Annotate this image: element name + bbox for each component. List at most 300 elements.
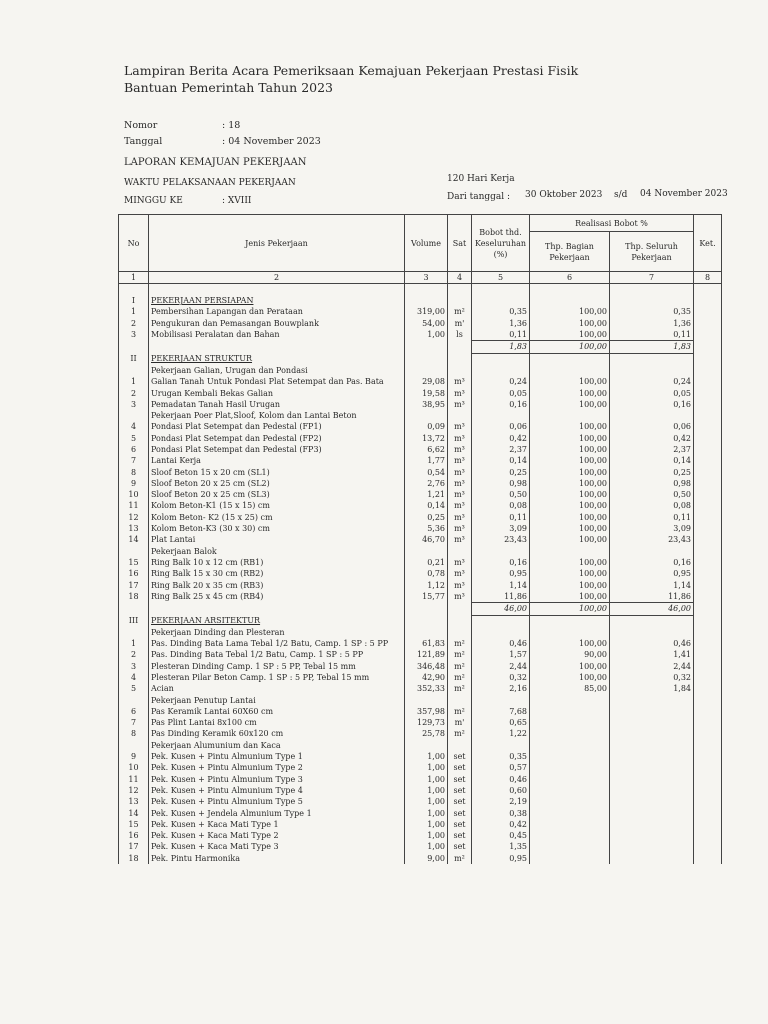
bobot-value: 0,45 xyxy=(472,830,530,841)
bobot-value: 0,42 xyxy=(472,433,530,444)
thp-seluruh-value xyxy=(610,284,694,296)
unit-value: m³ xyxy=(448,489,472,500)
thp-bagian-value: 100,00 xyxy=(530,399,610,410)
keterangan-cell xyxy=(694,433,722,444)
volume-value: 1,00 xyxy=(405,762,448,773)
bobot-value: 23,43 xyxy=(472,535,530,546)
volume-value: 121,89 xyxy=(405,650,448,661)
table-row xyxy=(119,444,722,455)
row-number xyxy=(119,603,149,615)
thp-seluruh-value xyxy=(610,546,694,557)
volume-value xyxy=(405,410,448,421)
unit-value xyxy=(448,603,472,615)
job-name: Pembersihan Lapangan dan Perataan xyxy=(149,307,405,318)
thp-seluruh-value: 2,44 xyxy=(610,661,694,672)
job-name: PEKERJAAN STRUKTUR xyxy=(149,353,405,365)
table-row xyxy=(119,535,722,546)
keterangan-cell xyxy=(694,627,722,638)
keterangan-cell xyxy=(694,819,722,830)
bobot-value: 0,35 xyxy=(472,307,530,318)
job-name: Pas Dinding Keramik 60x120 cm xyxy=(149,729,405,740)
volume-value xyxy=(405,546,448,557)
unit-value: m' xyxy=(448,318,472,329)
thp-seluruh-value: 0,32 xyxy=(610,672,694,683)
thp-bagian-value: 100,00 xyxy=(530,467,610,478)
bobot-value: 3,09 xyxy=(472,523,530,534)
sd-label: s/d xyxy=(614,190,628,200)
volume-value: 25,78 xyxy=(405,729,448,740)
thp-bagian-value: 100,00 xyxy=(530,341,610,353)
thp-seluruh-value xyxy=(610,808,694,819)
volume-value xyxy=(405,615,448,627)
row-number: I xyxy=(119,295,149,306)
thp-seluruh-value: 1,83 xyxy=(610,341,694,353)
subsection-row xyxy=(119,627,722,638)
row-number: 12 xyxy=(119,512,149,523)
table-row xyxy=(119,422,722,433)
unit-value xyxy=(448,615,472,627)
thp-bagian-value xyxy=(530,796,610,807)
unit-value: set xyxy=(448,830,472,841)
header-realisasi: Realisasi Bobot % xyxy=(530,215,694,232)
unit-value xyxy=(448,284,472,296)
keterangan-cell xyxy=(694,467,722,478)
column-index: 1 xyxy=(119,272,149,284)
keterangan-cell xyxy=(694,307,722,318)
thp-seluruh-value: 0,16 xyxy=(610,399,694,410)
thp-seluruh-value: 1,36 xyxy=(610,318,694,329)
row-number: III xyxy=(119,615,149,627)
unit-value: m³ xyxy=(448,580,472,591)
thp-seluruh-value xyxy=(610,410,694,421)
thp-seluruh-value xyxy=(610,695,694,706)
table-row xyxy=(119,717,722,728)
keterangan-cell xyxy=(694,455,722,466)
unit-value xyxy=(448,365,472,376)
row-number: 10 xyxy=(119,489,149,500)
unit-value: m² xyxy=(448,706,472,717)
keterangan-cell xyxy=(694,580,722,591)
dari-label: Dari tanggal : xyxy=(447,192,511,202)
keterangan-cell xyxy=(694,661,722,672)
unit-value: m³ xyxy=(448,523,472,534)
table-row xyxy=(119,762,722,773)
keterangan-cell xyxy=(694,341,722,353)
row-number: 8 xyxy=(119,467,149,478)
unit-value: m² xyxy=(448,650,472,661)
thp-bagian-value: 100,00 xyxy=(530,388,610,399)
bobot-value: 0,98 xyxy=(472,478,530,489)
volume-value: 2,76 xyxy=(405,478,448,489)
row-number: 16 xyxy=(119,830,149,841)
header-satuan: Sat xyxy=(448,215,472,272)
sd-value: 04 November 2023 xyxy=(640,189,728,199)
thp-seluruh-value: 2,37 xyxy=(610,444,694,455)
volume-value xyxy=(405,341,448,353)
keterangan-cell xyxy=(694,706,722,717)
thp-seluruh-value xyxy=(610,842,694,853)
keterangan-cell xyxy=(694,808,722,819)
row-number: 16 xyxy=(119,568,149,579)
volume-value: 1,00 xyxy=(405,819,448,830)
volume-value: 1,00 xyxy=(405,785,448,796)
row-number xyxy=(119,284,149,296)
thp-bagian-value: 100,00 xyxy=(530,307,610,318)
keterangan-cell xyxy=(694,695,722,706)
row-number: 2 xyxy=(119,650,149,661)
row-number: 1 xyxy=(119,376,149,387)
bobot-value xyxy=(472,627,530,638)
unit-value: m³ xyxy=(448,591,472,603)
table-row xyxy=(119,683,722,694)
job-name: Pondasi Plat Setempat dan Pedestal (FP1) xyxy=(149,422,405,433)
bobot-value: 0,60 xyxy=(472,785,530,796)
thp-seluruh-value: 0,98 xyxy=(610,478,694,489)
row-number: 5 xyxy=(119,683,149,694)
keterangan-cell xyxy=(694,365,722,376)
spacer-row xyxy=(119,284,722,296)
keterangan-cell xyxy=(694,388,722,399)
thp-bagian-value: 100,00 xyxy=(530,523,610,534)
unit-value xyxy=(448,295,472,306)
row-number xyxy=(119,695,149,706)
bobot-value: 1,14 xyxy=(472,580,530,591)
row-number: 4 xyxy=(119,672,149,683)
unit-value: m³ xyxy=(448,568,472,579)
thp-seluruh-value xyxy=(610,353,694,365)
thp-bagian-value: 100,00 xyxy=(530,535,610,546)
volume-value: 1,00 xyxy=(405,830,448,841)
header-keterangan: Ket. xyxy=(694,215,722,272)
job-name: Pas Plint Lantai 8x100 cm xyxy=(149,717,405,728)
job-name: Pekerjaan Penutup Lantai xyxy=(149,695,405,706)
job-name: Pas Keramik Lantai 60X60 cm xyxy=(149,706,405,717)
bobot-value: 1,57 xyxy=(472,650,530,661)
volume-value: 1,00 xyxy=(405,842,448,853)
subtotal-row xyxy=(119,341,722,353)
volume-value: 1,00 xyxy=(405,808,448,819)
job-name: Urugan Kembali Bekas Galian xyxy=(149,388,405,399)
thp-seluruh-value: 0,95 xyxy=(610,568,694,579)
dari-value: 30 Oktober 2023 xyxy=(525,190,603,200)
thp-seluruh-value: 23,43 xyxy=(610,535,694,546)
thp-seluruh-value: 1,41 xyxy=(610,650,694,661)
unit-value: m³ xyxy=(448,512,472,523)
unit-value: m³ xyxy=(448,535,472,546)
job-name: Plat Lantai xyxy=(149,535,405,546)
row-number: 15 xyxy=(119,819,149,830)
volume-value: 1,21 xyxy=(405,489,448,500)
volume-value: 38,95 xyxy=(405,399,448,410)
table-row xyxy=(119,751,722,762)
subsection-row xyxy=(119,695,722,706)
thp-bagian-value xyxy=(530,365,610,376)
row-number: 6 xyxy=(119,706,149,717)
table-row xyxy=(119,830,722,841)
document-title-line-2: Bantuan Pemerintah Tahun 2023 xyxy=(124,80,334,95)
row-number: 15 xyxy=(119,557,149,568)
column-index: 6 xyxy=(530,272,610,284)
row-number: 3 xyxy=(119,399,149,410)
table-row xyxy=(119,819,722,830)
thp-seluruh-value: 0,11 xyxy=(610,329,694,341)
unit-value: m³ xyxy=(448,478,472,489)
thp-bagian-value: 100,00 xyxy=(530,478,610,489)
thp-bagian-value xyxy=(530,785,610,796)
row-number: 6 xyxy=(119,444,149,455)
keterangan-cell xyxy=(694,650,722,661)
unit-value: m³ xyxy=(448,557,472,568)
thp-bagian-value xyxy=(530,740,610,751)
unit-value: m³ xyxy=(448,444,472,455)
thp-bagian-value: 100,00 xyxy=(530,422,610,433)
nomor-value: : 18 xyxy=(222,120,241,131)
header-volume: Volume xyxy=(405,215,448,272)
keterangan-cell xyxy=(694,523,722,534)
thp-bagian-value xyxy=(530,717,610,728)
unit-value: set xyxy=(448,819,472,830)
table-row xyxy=(119,568,722,579)
unit-value xyxy=(448,341,472,353)
thp-bagian-value: 100,00 xyxy=(530,580,610,591)
row-number xyxy=(119,740,149,751)
volume-value: 29,08 xyxy=(405,376,448,387)
table-row xyxy=(119,329,722,341)
thp-bagian-value: 100,00 xyxy=(530,512,610,523)
unit-value: m² xyxy=(448,638,472,649)
bobot-value: 0,14 xyxy=(472,455,530,466)
thp-seluruh-value: 0,46 xyxy=(610,638,694,649)
column-index: 5 xyxy=(472,272,530,284)
thp-bagian-value xyxy=(530,729,610,740)
unit-value: m² xyxy=(448,683,472,694)
keterangan-cell xyxy=(694,376,722,387)
unit-value: m² xyxy=(448,729,472,740)
row-number: 14 xyxy=(119,808,149,819)
volume-value: 357,98 xyxy=(405,706,448,717)
table-row xyxy=(119,774,722,785)
volume-value xyxy=(405,695,448,706)
table-row xyxy=(119,729,722,740)
thp-seluruh-value: 0,35 xyxy=(610,307,694,318)
unit-value xyxy=(448,353,472,365)
row-number: 9 xyxy=(119,751,149,762)
thp-seluruh-value: 3,09 xyxy=(610,523,694,534)
column-index: 8 xyxy=(694,272,722,284)
table-row xyxy=(119,501,722,512)
thp-bagian-value: 100,00 xyxy=(530,591,610,603)
bobot-value: 2,37 xyxy=(472,444,530,455)
volume-value: 19,58 xyxy=(405,388,448,399)
unit-value: m³ xyxy=(448,422,472,433)
keterangan-cell xyxy=(694,717,722,728)
job-name: Pek. Pintu Harmonika xyxy=(149,853,405,864)
column-index-row xyxy=(119,272,722,284)
thp-seluruh-value xyxy=(610,785,694,796)
volume-value: 0,09 xyxy=(405,422,448,433)
minggu-row xyxy=(124,196,251,206)
thp-seluruh-value: 1,14 xyxy=(610,580,694,591)
job-name: Pek. Kusen + Kaca Mati Type 1 xyxy=(149,819,405,830)
thp-seluruh-value xyxy=(610,729,694,740)
keterangan-cell xyxy=(694,422,722,433)
keterangan-cell xyxy=(694,842,722,853)
bobot-value xyxy=(472,546,530,557)
table-row xyxy=(119,307,722,318)
job-name: Pekerjaan Poer Plat,Sloof, Kolom dan Lantai Beton xyxy=(149,410,405,421)
job-name: Mobilisasi Peralatan dan Bahan xyxy=(149,329,405,341)
document-title-line-1: Lampiran Berita Acara Pemeriksaan Kemajuan Pekerjaan Prestasi Fisik xyxy=(124,63,579,78)
unit-value: m³ xyxy=(448,467,472,478)
thp-bagian-value xyxy=(530,830,610,841)
minggu-value: : XVIII xyxy=(222,196,252,206)
unit-value: m³ xyxy=(448,501,472,512)
keterangan-cell xyxy=(694,353,722,365)
bobot-value xyxy=(472,410,530,421)
progress-table xyxy=(118,214,722,864)
column-index: 7 xyxy=(610,272,694,284)
bobot-value: 1,22 xyxy=(472,729,530,740)
unit-value: m³ xyxy=(448,376,472,387)
thp-bagian-value xyxy=(530,808,610,819)
job-name: Lantai Kerja xyxy=(149,455,405,466)
job-name: Pek. Kusen + Pintu Almunium Type 2 xyxy=(149,762,405,773)
unit-value: set xyxy=(448,796,472,807)
thp-bagian-value xyxy=(530,706,610,717)
unit-value: m² xyxy=(448,853,472,864)
table-row xyxy=(119,638,722,649)
thp-seluruh-value xyxy=(610,717,694,728)
bobot-value: 0,06 xyxy=(472,422,530,433)
column-index: 4 xyxy=(448,272,472,284)
keterangan-cell xyxy=(694,774,722,785)
thp-bagian-value: 100,00 xyxy=(530,433,610,444)
keterangan-cell xyxy=(694,751,722,762)
row-number: 3 xyxy=(119,329,149,341)
thp-bagian-value: 100,00 xyxy=(530,672,610,683)
waktu-value: 120 Hari Kerja xyxy=(447,174,515,184)
thp-bagian-value xyxy=(530,819,610,830)
thp-seluruh-value: 0,05 xyxy=(610,388,694,399)
thp-bagian-value: 85,00 xyxy=(530,683,610,694)
thp-seluruh-value: 0,14 xyxy=(610,455,694,466)
thp-seluruh-value xyxy=(610,740,694,751)
thp-bagian-value xyxy=(530,615,610,627)
bobot-value: 0,08 xyxy=(472,501,530,512)
table-row xyxy=(119,455,722,466)
job-name: Kolom Beton- K2 (15 x 25) cm xyxy=(149,512,405,523)
row-number: 14 xyxy=(119,535,149,546)
nomor-label: Nomor xyxy=(124,120,158,131)
thp-seluruh-value: 0,42 xyxy=(610,433,694,444)
thp-seluruh-value: 0,50 xyxy=(610,489,694,500)
row-number: 9 xyxy=(119,478,149,489)
volume-value: 0,21 xyxy=(405,557,448,568)
row-number: 2 xyxy=(119,388,149,399)
thp-bagian-value: 100,00 xyxy=(530,489,610,500)
section-row xyxy=(119,615,722,627)
volume-value: 5,36 xyxy=(405,523,448,534)
keterangan-cell xyxy=(694,785,722,796)
unit-value: set xyxy=(448,842,472,853)
table-row xyxy=(119,672,722,683)
job-name: Galian Tanah Untuk Pondasi Plat Setempat dan Pas. Bata xyxy=(149,376,405,387)
bobot-value: 0,11 xyxy=(472,512,530,523)
bobot-value xyxy=(472,295,530,306)
job-name: Ring Balk 10 x 12 cm (RB1) xyxy=(149,557,405,568)
bobot-value: 0,11 xyxy=(472,329,530,341)
keterangan-cell xyxy=(694,853,722,864)
unit-value: set xyxy=(448,808,472,819)
table-row xyxy=(119,706,722,717)
volume-value: 1,00 xyxy=(405,796,448,807)
volume-value: 42,90 xyxy=(405,672,448,683)
keterangan-cell xyxy=(694,410,722,421)
thp-seluruh-value xyxy=(610,627,694,638)
bobot-value: 0,16 xyxy=(472,399,530,410)
job-name: Pengukuran dan Pemasangan Bouwplank xyxy=(149,318,405,329)
keterangan-cell xyxy=(694,295,722,306)
volume-value xyxy=(405,353,448,365)
unit-value: m² xyxy=(448,307,472,318)
keterangan-cell xyxy=(694,830,722,841)
row-number: 1 xyxy=(119,638,149,649)
table-row xyxy=(119,399,722,410)
volume-value: 15,77 xyxy=(405,591,448,603)
row-number: 12 xyxy=(119,785,149,796)
bobot-value: 1,35 xyxy=(472,842,530,853)
volume-value: 1,00 xyxy=(405,751,448,762)
volume-value: 0,25 xyxy=(405,512,448,523)
thp-bagian-value xyxy=(530,627,610,638)
table-row xyxy=(119,591,722,603)
keterangan-cell xyxy=(694,638,722,649)
job-name: Ring Balk 20 x 35 cm (RB3) xyxy=(149,580,405,591)
keterangan-cell xyxy=(694,399,722,410)
row-number xyxy=(119,341,149,353)
table-row xyxy=(119,478,722,489)
keterangan-cell xyxy=(694,603,722,615)
job-name: Pekerjaan Balok xyxy=(149,546,405,557)
thp-bagian-value: 100,00 xyxy=(530,376,610,387)
bobot-value: 0,46 xyxy=(472,774,530,785)
volume-value: 61,83 xyxy=(405,638,448,649)
tanggal-row xyxy=(124,136,321,147)
job-name: Pek. Kusen + Jendela Almunium Type 1 xyxy=(149,808,405,819)
bobot-value: 0,42 xyxy=(472,819,530,830)
waktu-label: WAKTU PELAKSANAAN PEKERJAAN xyxy=(124,178,296,188)
row-number xyxy=(119,410,149,421)
job-name: Sloof Beton 20 x 25 cm (SL2) xyxy=(149,478,405,489)
thp-seluruh-value xyxy=(610,365,694,376)
column-index: 2 xyxy=(149,272,405,284)
row-number: 11 xyxy=(119,501,149,512)
job-name: Pekerjaan Dinding dan Plesteran xyxy=(149,627,405,638)
thp-seluruh-value xyxy=(610,774,694,785)
thp-seluruh-value xyxy=(610,751,694,762)
thp-bagian-value: 100,00 xyxy=(530,638,610,649)
unit-value: ls xyxy=(448,329,472,341)
bobot-value: 0,57 xyxy=(472,762,530,773)
table-row xyxy=(119,557,722,568)
table-row xyxy=(119,580,722,591)
thp-seluruh-value xyxy=(610,819,694,830)
keterangan-cell xyxy=(694,672,722,683)
unit-value: set xyxy=(448,774,472,785)
bobot-value: 0,25 xyxy=(472,467,530,478)
thp-seluruh-value: 1,84 xyxy=(610,683,694,694)
job-name: Pek. Kusen + Pintu Almunium Type 1 xyxy=(149,751,405,762)
